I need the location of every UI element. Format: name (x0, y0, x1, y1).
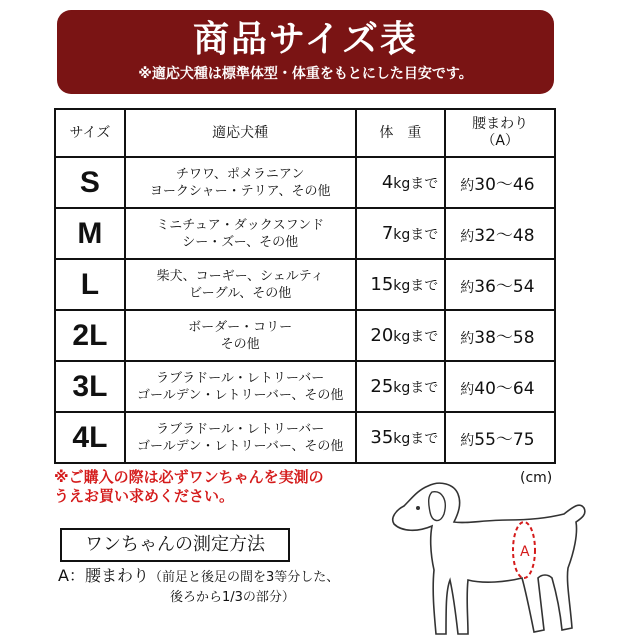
breed-line-1: ラブラドール・レトリーバー (156, 421, 325, 437)
waist-prefix: 約 (460, 229, 475, 245)
size-cell: M (55, 208, 125, 259)
weight-unit: kg (393, 278, 411, 294)
breed-cell (125, 208, 356, 259)
weight-suffix: まで (410, 431, 439, 447)
breed-cell (125, 361, 356, 412)
weight-value: 20 (370, 325, 394, 346)
breed-line-2: シー・ズー、その他 (182, 234, 299, 250)
dog-diagram (388, 478, 608, 638)
waist-range: 40〜64 (474, 379, 535, 399)
waist-cell (445, 208, 555, 259)
weight-unit: kg (393, 431, 411, 447)
table-row (55, 412, 555, 463)
breed-line-1: ボーダー・コリー (188, 319, 293, 335)
waist-prefix: 約 (460, 433, 475, 449)
weight-cell (356, 310, 446, 361)
waist-cell (445, 412, 555, 463)
weight-unit: kg (393, 176, 411, 192)
breed-cell (125, 157, 356, 208)
weight-cell (356, 412, 446, 463)
breed-line-1: ラブラドール・レトリーバー (156, 370, 325, 386)
waist-prefix: 約 (460, 280, 475, 296)
weight-value: 4 (381, 172, 394, 193)
waist-range: 32〜48 (474, 226, 535, 246)
weight-value: 15 (370, 274, 394, 295)
weight-unit: kg (393, 329, 411, 345)
waist-marker-label: A (520, 544, 530, 560)
dog-eye (416, 506, 420, 510)
weight-suffix: まで (410, 176, 439, 192)
waist-range: 55〜75 (474, 430, 535, 450)
weight-cell (356, 361, 446, 412)
header-waist-line1: 腰まわり (472, 116, 529, 132)
weight-suffix: まで (410, 227, 439, 243)
weight-cell (356, 259, 446, 310)
waist-cell (445, 157, 555, 208)
waist-cell (445, 259, 555, 310)
purchase-notice (54, 468, 324, 506)
breed-line-2: ビーグル、その他 (189, 285, 292, 301)
size-cell: S (55, 157, 125, 208)
waist-cell (445, 310, 555, 361)
weight-cell (356, 208, 446, 259)
waist-cell (445, 361, 555, 412)
banner-subtitle: ※適応犬種は標準体型・体重をもとにした目安です。 (138, 66, 473, 82)
waist-prefix: 約 (460, 331, 475, 347)
breed-line-2: その他 (220, 336, 260, 352)
breed-line-2: ゴールデン・レトリーバー、その他 (137, 438, 344, 454)
header-waist (445, 109, 555, 157)
header-waist-line2: （A） (481, 133, 519, 149)
weight-value: 7 (381, 223, 394, 244)
table-row (55, 157, 555, 208)
weight-unit: kg (393, 380, 411, 396)
measure-description (58, 566, 340, 605)
title-banner (57, 10, 554, 94)
breed-line-2: ゴールデン・レトリーバー、その他 (137, 387, 344, 403)
size-cell: 3L (55, 361, 125, 412)
weight-value: 35 (370, 427, 394, 448)
header-weight: 体 重 (356, 109, 446, 157)
weight-cell (356, 157, 446, 208)
notice-line2: うえお買い求めください。 (54, 487, 235, 505)
header-size: サイズ (55, 109, 125, 157)
page-title: 商品サイズ表 (192, 19, 419, 60)
waist-range: 38〜58 (474, 328, 535, 348)
breed-line-2: ヨークシャー・テリア、その他 (149, 183, 331, 199)
notice-line1: ※ご購入の際は必ずワンちゃんを実測の (54, 468, 324, 486)
size-cell: L (55, 259, 125, 310)
table-row (55, 259, 555, 310)
breed-line-1: 柴犬、コーギー、シェルティ (156, 268, 324, 284)
waist-prefix: 約 (460, 178, 475, 194)
table-row (55, 361, 555, 412)
waist-prefix: 約 (460, 382, 475, 398)
breed-cell (125, 259, 356, 310)
breed-cell (125, 310, 356, 361)
unit-label: (cm) (520, 470, 553, 486)
breed-line-1: チワワ、ポメラニアン (175, 166, 305, 182)
waist-range: 30〜46 (474, 175, 535, 195)
table-row (55, 208, 555, 259)
breed-line-1: ミニチュア・ダックスフンド (156, 217, 325, 233)
size-cell: 2L (55, 310, 125, 361)
table-header-row (55, 109, 555, 157)
size-table (54, 108, 556, 464)
weight-value: 25 (370, 376, 394, 397)
breed-cell (125, 412, 356, 463)
measure-label: A：腰まわり (58, 566, 149, 585)
weight-unit: kg (393, 227, 411, 243)
weight-suffix: まで (410, 329, 439, 345)
dog-outline (393, 483, 585, 634)
measure-detail-2: 後ろから1/3の部分） (170, 590, 295, 605)
weight-suffix: まで (410, 278, 439, 294)
measure-detail-1: （前足と後足の間を3等分した、 (148, 570, 340, 585)
header-breed: 適応犬種 (125, 109, 356, 157)
dog-ear (429, 492, 446, 521)
table-row (55, 310, 555, 361)
size-cell: 4L (55, 412, 125, 463)
waist-range: 36〜54 (474, 277, 535, 297)
weight-suffix: まで (410, 380, 439, 396)
method-heading: ワンちゃんの測定方法 (60, 528, 290, 562)
